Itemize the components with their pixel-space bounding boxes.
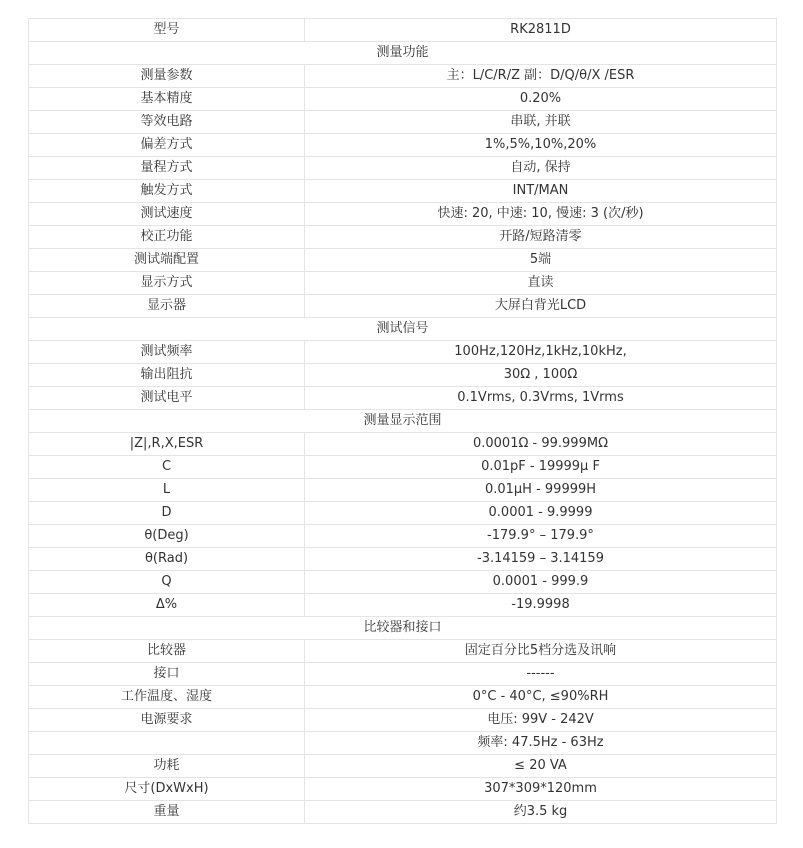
spec-label: 测量参数 [29,65,305,88]
spec-row [29,111,777,134]
spec-value: 1%,5%,10%,20% [305,134,777,157]
spec-label: 触发方式 [29,180,305,203]
spec-label: L [29,479,305,502]
spec-label: 测试电平 [29,387,305,410]
spec-row [29,19,777,42]
spec-label: 尺寸(DxWxH) [29,778,305,801]
spec-label: 偏差方式 [29,134,305,157]
spec-label: 测试端配置 [29,249,305,272]
spec-value: RK2811D [305,19,777,42]
spec-label: D [29,502,305,525]
spec-label: 输出阻抗 [29,364,305,387]
spec-value: 固定百分比5档分选及讯响 [305,640,777,663]
spec-label: 显示器 [29,295,305,318]
spec-value: ------ [305,663,777,686]
spec-row [29,249,777,272]
spec-label: 显示方式 [29,272,305,295]
spec-value: 0.20% [305,88,777,111]
spec-value: 100Hz,120Hz,1kHz,10kHz, [305,341,777,364]
section-header-row [29,617,777,640]
spec-row [29,594,777,617]
spec-row [29,479,777,502]
spec-table-body [29,19,777,824]
spec-label: θ(Rad) [29,548,305,571]
spec-table-container [28,18,776,824]
spec-row [29,686,777,709]
spec-value: 串联, 并联 [305,111,777,134]
spec-label: θ(Deg) [29,525,305,548]
spec-label: |Z|,R,X,ESR [29,433,305,456]
spec-value: 快速: 20, 中速: 10, 慢速: 3 (次/秒) [305,203,777,226]
spec-row [29,778,777,801]
spec-row [29,755,777,778]
spec-value: 0.1Vrms, 0.3Vrms, 1Vrms [305,387,777,410]
spec-row [29,502,777,525]
spec-row [29,272,777,295]
spec-label: 测试速度 [29,203,305,226]
spec-value: 大屏白背光LCD [305,295,777,318]
spec-value: 0°C - 40°C, ≤90%RH [305,686,777,709]
spec-label: 测试频率 [29,341,305,364]
spec-row [29,65,777,88]
spec-label: 接口 [29,663,305,686]
spec-value: -19.9998 [305,594,777,617]
spec-row [29,456,777,479]
spec-row [29,663,777,686]
spec-label: 型号 [29,19,305,42]
spec-label [29,732,305,755]
spec-value: 307*309*120mm [305,778,777,801]
spec-value: 直读 [305,272,777,295]
spec-row [29,364,777,387]
spec-value: INT/MAN [305,180,777,203]
spec-value: 频率: 47.5Hz - 63Hz [305,732,777,755]
spec-label: 重量 [29,801,305,824]
spec-value: 0.0001Ω - 99.999MΩ [305,433,777,456]
spec-value: 主：L/C/R/Z 副：D/Q/θ/X /ESR [305,65,777,88]
spec-row [29,801,777,824]
spec-label: 功耗 [29,755,305,778]
spec-label: Q [29,571,305,594]
spec-row [29,203,777,226]
spec-row [29,548,777,571]
section-title: 测试信号 [29,318,777,341]
spec-value: ≤ 20 VA [305,755,777,778]
section-title: 测量显示范围 [29,410,777,433]
spec-value: 30Ω , 100Ω [305,364,777,387]
section-title: 比较器和接口 [29,617,777,640]
spec-row [29,709,777,732]
spec-row [29,341,777,364]
spec-value: 5端 [305,249,777,272]
spec-value: 0.0001 - 9.9999 [305,502,777,525]
spec-label: 比较器 [29,640,305,663]
spec-row [29,180,777,203]
spec-value: -179.9° – 179.9° [305,525,777,548]
spec-row [29,571,777,594]
section-header-row [29,42,777,65]
spec-value: 0.01pF - 19999μ F [305,456,777,479]
spec-value: 自动, 保持 [305,157,777,180]
spec-table [28,18,777,824]
spec-row [29,525,777,548]
spec-value: 0.0001 - 999.9 [305,571,777,594]
spec-row [29,433,777,456]
spec-row [29,640,777,663]
spec-label: 等效电路 [29,111,305,134]
spec-value: -3.14159 – 3.14159 [305,548,777,571]
spec-value: 约3.5 kg [305,801,777,824]
spec-row [29,88,777,111]
spec-row [29,387,777,410]
spec-label: 量程方式 [29,157,305,180]
spec-value: 0.01μH - 99999H [305,479,777,502]
spec-row [29,295,777,318]
section-header-row [29,410,777,433]
spec-label: Δ% [29,594,305,617]
spec-row [29,157,777,180]
section-header-row [29,318,777,341]
spec-label: 工作温度、湿度 [29,686,305,709]
section-title: 测量功能 [29,42,777,65]
spec-label: 电源要求 [29,709,305,732]
spec-label: C [29,456,305,479]
spec-label: 校正功能 [29,226,305,249]
spec-label: 基本精度 [29,88,305,111]
spec-value: 电压: 99V - 242V [305,709,777,732]
spec-row [29,226,777,249]
spec-row [29,134,777,157]
spec-row [29,732,777,755]
spec-value: 开路/短路清零 [305,226,777,249]
